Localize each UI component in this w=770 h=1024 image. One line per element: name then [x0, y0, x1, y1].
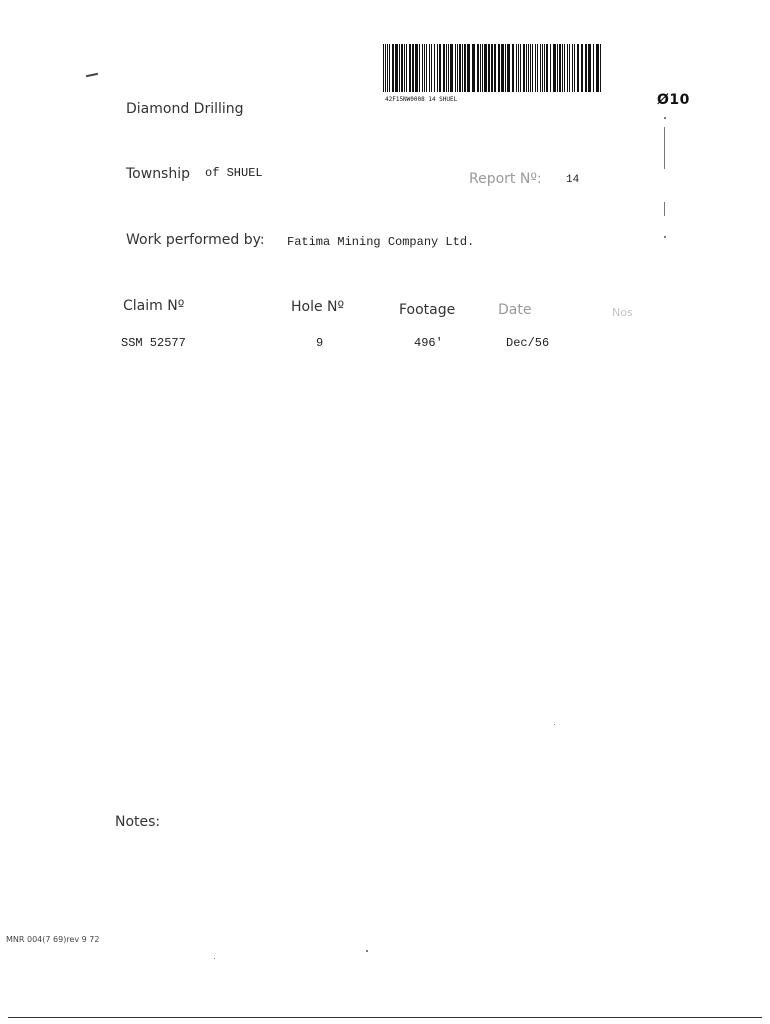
table-row-date: Dec/56 [506, 336, 550, 350]
barcode-bar [550, 44, 551, 92]
table-row-claim: SSM 52577 [121, 336, 186, 350]
barcode-bar [412, 44, 414, 92]
work-performed-value: Fatima Mining Company Ltd. [287, 235, 475, 249]
barcode-bar [581, 44, 583, 92]
barcode-bar [455, 44, 456, 92]
barcode-bar [457, 44, 458, 92]
barcode-bar [518, 44, 519, 92]
column-header-hole: Hole Nº [291, 299, 345, 315]
barcode-bar [572, 44, 573, 92]
barcode-bar [505, 44, 506, 92]
table-row-footage: 496' [414, 336, 443, 350]
barcode-bar [557, 44, 558, 92]
document-code: Ø10 [657, 92, 690, 108]
barcode-bar [544, 44, 545, 92]
barcode-bar [406, 44, 407, 92]
barcode-bar [426, 44, 427, 92]
barcode-bar [443, 44, 445, 92]
barcode-bar [484, 44, 487, 92]
barcode-bar [498, 44, 500, 92]
barcode-bar [439, 44, 441, 92]
barcode-bar [535, 44, 536, 92]
notes-label: Notes: [115, 814, 161, 830]
barcode-bar [569, 44, 570, 92]
barcode-bar [488, 44, 490, 92]
barcode-bar [419, 44, 420, 92]
barcode-bar [448, 44, 449, 92]
column-header-footage: Footage [399, 302, 456, 318]
scan-speck [554, 724, 555, 725]
barcode-bar [462, 44, 463, 92]
barcode-bar [532, 44, 533, 92]
barcode-bar [540, 44, 541, 92]
corner-mark [86, 73, 98, 77]
barcode-bar [446, 44, 447, 92]
barcode-bar [567, 44, 568, 92]
barcode-bar [585, 44, 587, 92]
barcode-bar [480, 44, 481, 92]
barcode-bar [424, 44, 425, 92]
barcode-bar [559, 44, 561, 92]
barcode-bar [434, 44, 435, 92]
barcode-bar [467, 44, 470, 92]
barcode-bar [395, 44, 398, 92]
barcode-bar [389, 44, 390, 92]
barcode-bar [399, 44, 400, 92]
barcode-bar [392, 44, 394, 92]
barcode-bar [415, 44, 418, 92]
barcode-bar [482, 44, 483, 92]
barcode [383, 44, 601, 92]
form-title: Diamond Drilling [126, 101, 244, 117]
barcode-bar [520, 44, 521, 92]
barcode-bar [422, 44, 423, 92]
barcode-bar [404, 44, 405, 92]
barcode-bar [491, 44, 493, 92]
column-header-date: Date [498, 302, 532, 318]
barcode-bar [507, 44, 510, 92]
barcode-bar [553, 44, 556, 92]
barcode-bar [574, 44, 575, 92]
table-row-hole: 9 [316, 336, 324, 350]
barcode-bar [387, 44, 388, 92]
barcode-bar [564, 44, 565, 92]
barcode-bar [588, 44, 591, 92]
barcode-bar [437, 44, 438, 92]
barcode-bar [516, 44, 517, 92]
barcode-bar [501, 44, 504, 92]
barcode-bar [523, 44, 525, 92]
margin-mark [664, 202, 665, 216]
barcode-bar [596, 44, 599, 92]
barcode-bar [593, 44, 594, 92]
barcode-bar [385, 44, 386, 92]
barcode-bar [512, 44, 514, 92]
barcode-bar [494, 44, 496, 92]
barcode-bar [562, 44, 563, 92]
scan-speck [366, 950, 368, 952]
barcode-bar [526, 44, 527, 92]
work-performed-label: Work performed by: [126, 232, 265, 248]
barcode-bar [401, 44, 403, 92]
barcode-bar [577, 44, 579, 92]
barcode-bar [409, 44, 411, 92]
barcode-bar [429, 44, 430, 92]
barcode-bar [477, 44, 479, 92]
township-label: Township [126, 166, 191, 182]
barcode-bar [450, 44, 453, 92]
barcode-bar [472, 44, 475, 92]
barcode-bar [542, 44, 543, 92]
margin-mark [664, 127, 665, 169]
barcode-bar [431, 44, 432, 92]
barcode-bar [600, 44, 601, 92]
barcode-bar [459, 44, 461, 92]
barcode-bar [530, 44, 531, 92]
barcode-bar [383, 44, 384, 92]
scan-speck [664, 117, 666, 119]
report-number-value: 14 [566, 174, 580, 186]
column-header-nos: Nos [612, 306, 633, 319]
scan-speck [664, 236, 666, 238]
barcode-bar [464, 44, 466, 92]
township-value: of SHUEL [205, 166, 263, 180]
barcode-bar [537, 44, 538, 92]
barcode-bar [528, 44, 529, 92]
scan-speck [214, 958, 215, 959]
barcode-caption: 42F15NW0008 14 SHUEL [385, 96, 458, 103]
form-code: MNR 004(7 69)rev 9 72 [6, 935, 100, 944]
column-header-claim: Claim Nº [123, 298, 185, 314]
report-number-label: Report Nº: [469, 171, 542, 187]
bottom-rule [8, 1017, 762, 1018]
barcode-bar [546, 44, 548, 92]
